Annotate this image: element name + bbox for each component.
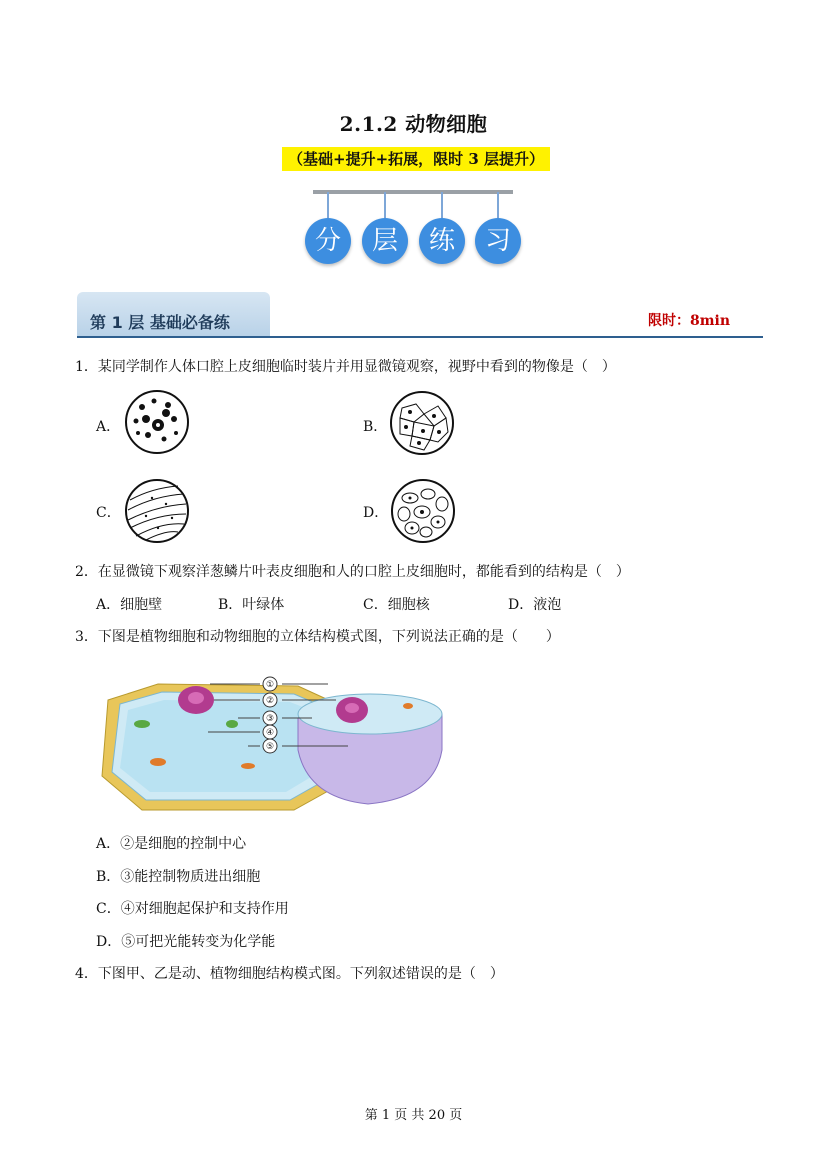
- q2-option-a: A．细胞壁: [96, 597, 163, 613]
- section-label: 第 1 层 基础必备练: [90, 313, 230, 332]
- badge-pin: [497, 192, 499, 218]
- question-2: 2．在显微镜下观察洋葱鳞片叶表皮细胞和人的口腔上皮细胞时，都能看到的结构是（ ）: [75, 564, 630, 580]
- q3-option-c: C．④对细胞起保护和支持作用: [96, 901, 289, 917]
- q2-option-c: C．细胞核: [363, 597, 430, 613]
- question-1: 1．某同学制作人体口腔上皮细胞临时装片并用显微镜观察，视野中看到的物像是（ ）: [75, 359, 616, 375]
- q1-option-d-label: D．: [363, 505, 389, 521]
- question-3: 3．下图是植物细胞和动物细胞的立体结构模式图，下列说法正确的是（ ）: [75, 629, 560, 645]
- badge-ceng: 层: [362, 218, 408, 264]
- q3-option-b: B．③能控制物质进出细胞: [96, 869, 261, 885]
- badge-pin: [384, 192, 386, 218]
- badge-pin: [327, 192, 329, 218]
- page-subtitle: （基础+提升+拓展，限时 3 层提升）: [282, 147, 550, 171]
- time-limit: 限时：8min: [648, 313, 731, 329]
- badge-bar: [313, 190, 513, 194]
- diagram-label-2: ②: [265, 696, 275, 706]
- q1-option-b-label: B．: [363, 419, 388, 435]
- q1-option-c-image: [122, 478, 192, 544]
- diagram-label-5: ⑤: [265, 742, 275, 752]
- question-4: 4．下图甲、乙是动、植物细胞结构模式图。下列叙述错误的是（ ）: [75, 966, 504, 982]
- q1-option-a-image: [122, 389, 192, 455]
- q1-option-c-label: C．: [96, 505, 121, 521]
- section-divider: [77, 336, 763, 338]
- badge-lian: 练: [419, 218, 465, 264]
- q3-option-d: D．⑤可把光能转变为化学能: [96, 934, 276, 950]
- q2-option-d: D．液泡: [508, 597, 562, 613]
- q3-option-a: A．②是细胞的控制中心: [96, 836, 247, 852]
- page-title: 2.1.2 动物细胞: [339, 112, 488, 136]
- diagram-label-1: ①: [265, 680, 275, 690]
- cell-structure-diagram: [98, 670, 448, 815]
- q2-option-b: B．叶绿体: [218, 597, 285, 613]
- diagram-label-4: ④: [265, 728, 275, 738]
- q1-option-d-image: [388, 478, 458, 544]
- page-number: 第 1 页 共 20 页: [364, 1108, 463, 1123]
- q1-option-b-image: [388, 390, 456, 456]
- diagram-label-3: ③: [265, 714, 275, 724]
- badge-xi: 习: [475, 218, 521, 264]
- q1-option-a-label: A．: [96, 419, 121, 435]
- badge-pin: [441, 192, 443, 218]
- badge-fen: 分: [305, 218, 351, 264]
